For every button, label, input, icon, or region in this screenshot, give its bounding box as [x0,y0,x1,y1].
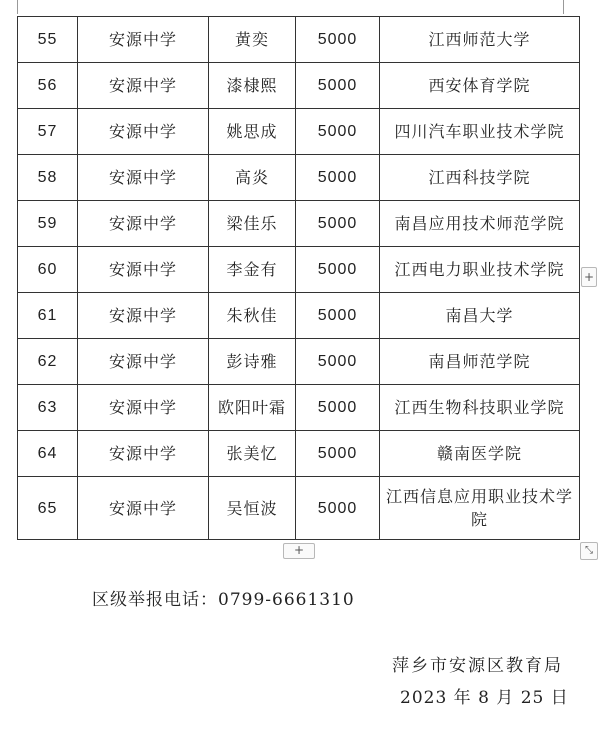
table-row [18,109,580,155]
margin-marker-left [17,0,18,14]
school-cell: 安源中学 [78,155,209,201]
amount-cell: 5000 [296,63,380,109]
row-number: 58 [18,155,78,201]
row-number: 65 [18,477,78,540]
university-cell: 赣南医学院 [380,431,580,477]
amount-cell: 5000 [296,155,380,201]
school-cell: 安源中学 [78,339,209,385]
university-cell: 南昌大学 [380,293,580,339]
school-cell: 安源中学 [78,477,209,540]
student-name-cell: 朱秋佳 [209,293,296,339]
university-cell: 江西电力职业技术学院 [380,247,580,293]
student-name-cell: 张美忆 [209,431,296,477]
row-number: 64 [18,431,78,477]
amount-cell: 5000 [296,17,380,63]
margin-marker-right [563,0,564,14]
student-name-cell: 姚思成 [209,109,296,155]
amount-cell: 5000 [296,431,380,477]
university-cell: 江西生物科技职业学院 [380,385,580,431]
university-cell: 江西信息应用职业技术学院 [380,477,580,540]
student-name-cell: 梁佳乐 [209,201,296,247]
amount-cell: 5000 [296,293,380,339]
amount-cell: 5000 [296,477,380,540]
school-cell: 安源中学 [78,201,209,247]
issue-date: 2023 年 8 月 25 日 [400,688,569,708]
add-row-button[interactable]: + [581,267,597,287]
student-name-cell: 李金有 [209,247,296,293]
scholarship-table [17,16,580,540]
table-row [18,63,580,109]
table-row [18,247,580,293]
table-row [18,155,580,201]
student-name-cell: 黄奕 [209,17,296,63]
school-cell: 安源中学 [78,17,209,63]
table-row [18,477,580,540]
row-number: 55 [18,17,78,63]
student-name-cell: 高炎 [209,155,296,201]
row-number: 60 [18,247,78,293]
table-row [18,293,580,339]
row-number: 59 [18,201,78,247]
amount-cell: 5000 [296,201,380,247]
row-number: 62 [18,339,78,385]
add-column-button[interactable]: + [283,543,315,559]
school-cell: 安源中学 [78,293,209,339]
table-row [18,339,580,385]
row-number: 63 [18,385,78,431]
university-cell: 江西科技学院 [380,155,580,201]
amount-cell: 5000 [296,339,380,385]
university-cell: 江西师范大学 [380,17,580,63]
report-hotline: 区级举报电话：0799-6661310 [92,590,355,610]
student-name-cell: 欧阳叶霜 [209,385,296,431]
row-number: 56 [18,63,78,109]
school-cell: 安源中学 [78,63,209,109]
table-row [18,385,580,431]
student-name-cell: 彭诗雅 [209,339,296,385]
school-cell: 安源中学 [78,431,209,477]
university-cell: 西安体育学院 [380,63,580,109]
university-cell: 南昌应用技术师范学院 [380,201,580,247]
school-cell: 安源中学 [78,385,209,431]
amount-cell: 5000 [296,247,380,293]
school-cell: 安源中学 [78,247,209,293]
table-resize-handle[interactable]: ⤡ [580,542,598,560]
student-name-cell: 漆棣熙 [209,63,296,109]
table-row [18,431,580,477]
issuing-authority: 萍乡市安源区教育局 [392,656,563,676]
row-number: 61 [18,293,78,339]
amount-cell: 5000 [296,109,380,155]
amount-cell: 5000 [296,385,380,431]
table-row [18,201,580,247]
school-cell: 安源中学 [78,109,209,155]
university-cell: 南昌师范学院 [380,339,580,385]
row-number: 57 [18,109,78,155]
university-cell: 四川汽车职业技术学院 [380,109,580,155]
table-row [18,17,580,63]
student-name-cell: 吴恒波 [209,477,296,540]
